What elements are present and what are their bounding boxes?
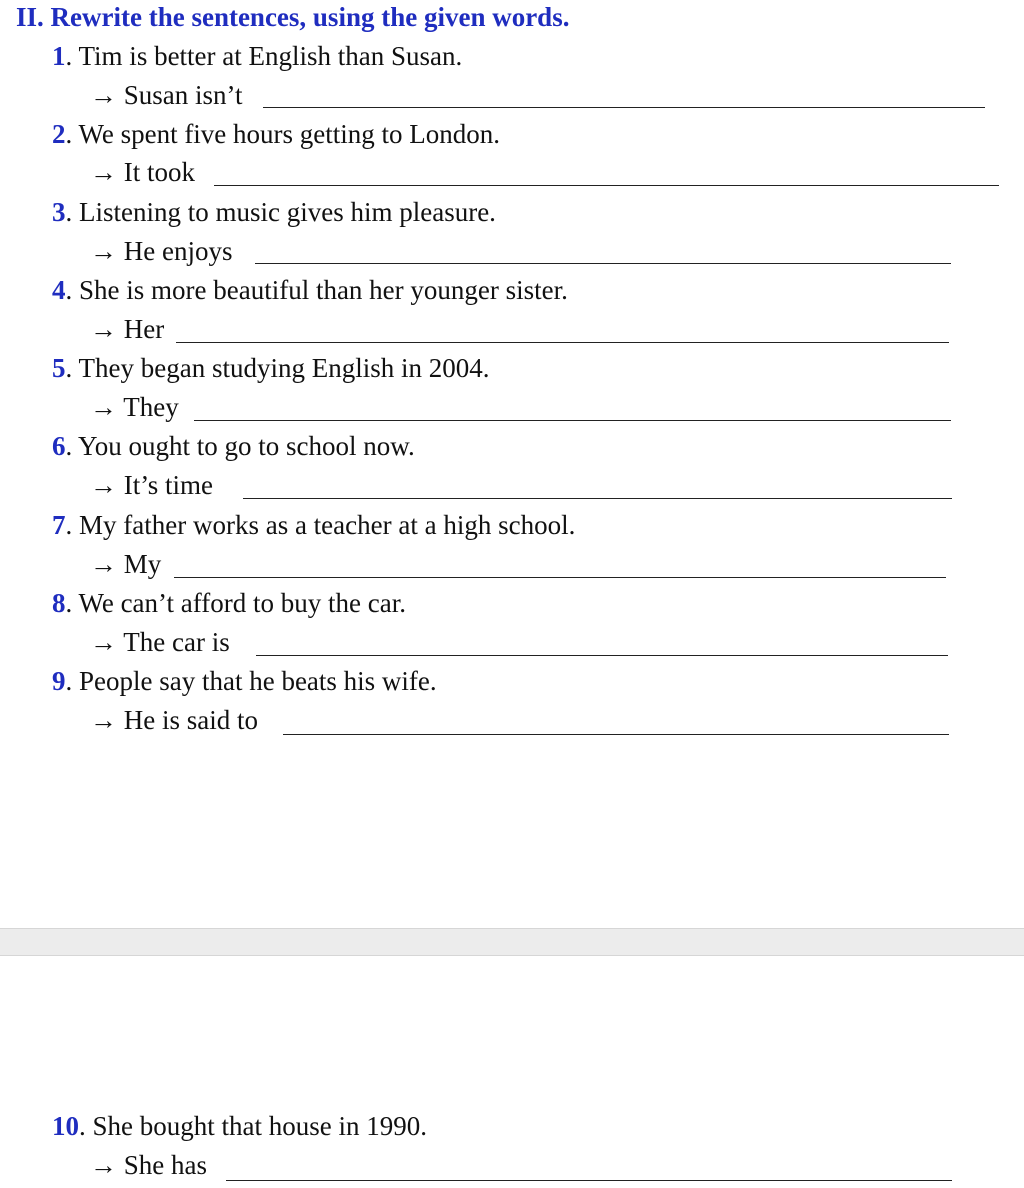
arrow-icon: →	[90, 314, 117, 344]
answer-line-4	[90, 313, 164, 345]
answer-blank-7[interactable]	[174, 577, 946, 578]
question-6: 6. You ought to go to school now.	[52, 431, 415, 461]
question-4: 4. She is more beautiful than her younger sister.	[52, 275, 568, 305]
answer-line-8	[90, 626, 230, 658]
answer-prompt: Her	[123, 314, 165, 344]
question-number: 5	[52, 353, 66, 383]
answer-blank-6[interactable]	[243, 498, 952, 499]
question-1: 1. Tim is better at English than Susan.	[52, 41, 463, 71]
arrow-icon: →	[90, 705, 117, 735]
document-page-2	[0, 956, 1024, 1188]
question-number: 8	[52, 588, 66, 618]
answer-prompt: He enjoys	[123, 236, 233, 266]
arrow-icon: →	[90, 392, 117, 422]
answer-line-7	[90, 548, 161, 580]
answer-prompt: He is said to	[123, 705, 258, 735]
answer-blank-10[interactable]	[226, 1180, 952, 1181]
question-number: 4	[52, 275, 66, 305]
answer-line-9	[90, 704, 258, 736]
page-break	[0, 928, 1024, 956]
arrow-icon: →	[90, 236, 117, 266]
answer-line-10	[90, 1149, 207, 1181]
answer-blank-4[interactable]	[176, 342, 949, 343]
arrow-icon: →	[90, 80, 117, 110]
answer-prompt: The car is	[123, 627, 230, 657]
question-sentence: She bought that house in 1990.	[92, 1111, 427, 1141]
answer-blank-8[interactable]	[256, 655, 948, 656]
answer-prompt: It’s time	[123, 470, 213, 500]
question-2: 2. We spent five hours getting to London.	[52, 119, 501, 149]
question-number: 9	[52, 666, 66, 696]
answer-prompt: Susan isn’t	[123, 80, 243, 110]
answer-line-3	[90, 235, 232, 267]
question-3: 3. Listening to music gives him pleasure.	[52, 197, 496, 227]
question-sentence: We can’t afford to buy the car.	[78, 588, 406, 618]
answer-blank-2[interactable]	[214, 185, 999, 186]
answer-prompt: They	[123, 392, 179, 422]
answer-blank-3[interactable]	[255, 263, 951, 264]
answer-line-1	[90, 79, 243, 111]
arrow-icon: →	[90, 627, 117, 657]
answer-prompt: She has	[123, 1150, 207, 1180]
question-number: 10	[52, 1111, 79, 1141]
arrow-icon: →	[90, 1150, 117, 1180]
exercise-heading: II. Rewrite the sentences, using the given words.	[16, 2, 570, 32]
answer-blank-9[interactable]	[283, 734, 949, 735]
answer-line-5	[90, 391, 179, 423]
question-number: 2	[52, 119, 66, 149]
question-number: 7	[52, 510, 66, 540]
question-8: 8. We can’t afford to buy the car.	[52, 588, 406, 618]
answer-line-6	[90, 469, 213, 501]
question-7: 7. My father works as a teacher at a high school.	[52, 510, 576, 540]
arrow-icon: →	[90, 157, 117, 187]
question-sentence: People say that he beats his wife.	[79, 666, 437, 696]
question-number: 6	[52, 431, 66, 461]
answer-line-2	[90, 156, 195, 188]
question-5: 5. They began studying English in 2004.	[52, 353, 490, 383]
question-sentence: They began studying English in 2004.	[78, 353, 490, 383]
answer-prompt: It took	[123, 157, 195, 187]
answer-blank-5[interactable]	[194, 420, 951, 421]
answer-blank-1[interactable]	[263, 107, 985, 108]
question-sentence: My father works as a teacher at a high school.	[79, 510, 576, 540]
arrow-icon: →	[90, 470, 117, 500]
arrow-icon: →	[90, 549, 117, 579]
question-sentence: Tim is better at English than Susan.	[78, 41, 463, 71]
question-sentence: Listening to music gives him pleasure.	[79, 197, 496, 227]
question-9: 9. People say that he beats his wife.	[52, 666, 437, 696]
question-number: 3	[52, 197, 66, 227]
question-sentence: We spent five hours getting to London.	[78, 119, 501, 149]
question-sentence: You ought to go to school now.	[78, 431, 415, 461]
question-sentence: She is more beautiful than her younger sister.	[79, 275, 568, 305]
question-number: 1	[52, 41, 66, 71]
answer-prompt: My	[123, 549, 162, 579]
question-10: 10. She bought that house in 1990.	[52, 1111, 427, 1141]
